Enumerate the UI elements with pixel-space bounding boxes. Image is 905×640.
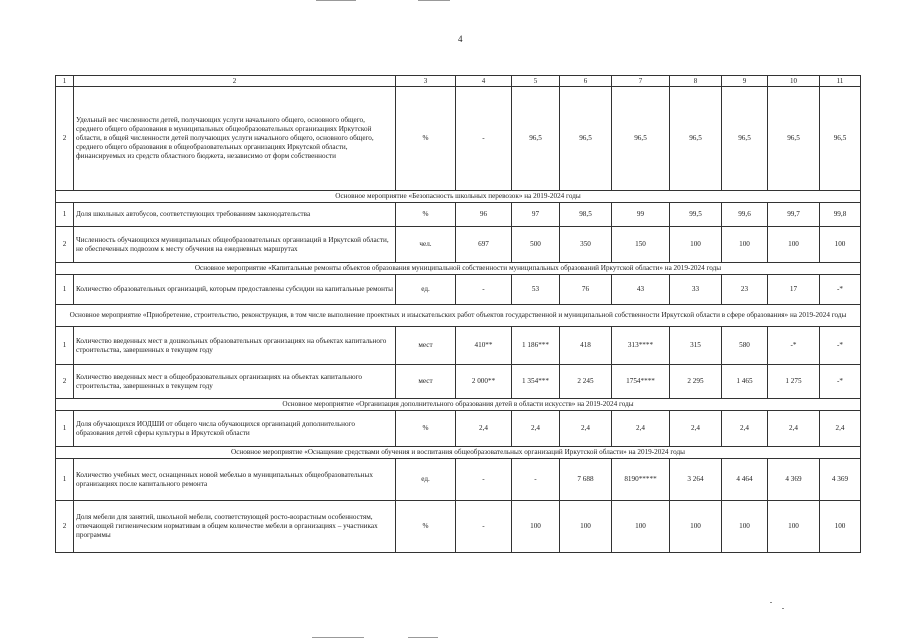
unit-cell: %: [396, 411, 456, 447]
value-cell: 2,4: [612, 411, 670, 447]
value-cell: 418: [560, 327, 612, 365]
row-number: 2: [56, 87, 74, 191]
value-cell: 580: [722, 327, 768, 365]
value-cell: 17: [768, 275, 820, 305]
header-cell: 8: [670, 76, 722, 87]
indicator-name: Численность обучающихся муниципальных общеобразовательных организаций в Иркутской области, не обеспеченных подвозом к месту обучения на ежедневных маршрутах: [74, 227, 396, 263]
table-row: [56, 275, 861, 305]
value-cell: -*: [820, 365, 861, 399]
scan-top-rule-right: [418, 0, 450, 1]
value-cell: 96,5: [820, 87, 861, 191]
row-number: 2: [56, 365, 74, 399]
header-cell: 11: [820, 76, 861, 87]
scan-speck: [782, 608, 784, 609]
value-cell: 99,8: [820, 203, 861, 227]
value-cell: 100: [768, 501, 820, 553]
value-cell: 313****: [612, 327, 670, 365]
row-number: 1: [56, 411, 74, 447]
value-cell: 697: [456, 227, 512, 263]
header-cell: 6: [560, 76, 612, 87]
indicator-name: Доля мебели для занятий, школьной мебели, соответствующей росто-возрастным особенностям, отвечающей гигиеническим нормативам в общем количестве мебели в организациях – участниках программы: [74, 501, 396, 553]
page-number: 4: [458, 34, 463, 44]
indicator-name: Удельный вес численности детей, получающих услуги начального общего, основного общего, среднего общего образования в муниципальных общеобразовательных организациях Иркутской области, в общей численности детей получающих услуги начального общего, основного общего, среднего общего образования в общеобразовательных организациях Иркутской области, финансируемых из средств областного бюджета, независимо от форм собственности: [74, 87, 396, 191]
value-cell: 100: [670, 501, 722, 553]
table-row: [56, 411, 861, 447]
section-title: Основное мероприятие «Приобретение, строительство, реконструкция, в том числе выполнение проектных и изыскательских работ объектов государственной и муниципальной собственности Иркутской области в сфере образования» на 2019-2024 годы: [56, 305, 861, 327]
section-heading-row: [56, 399, 861, 411]
section-title: Основное мероприятие «Оснащение средствами обучения и воспитания общеобразовательных организаций Иркутской области» на 2019-2024 годы: [56, 447, 861, 459]
header-cell: 3: [396, 76, 456, 87]
table-row: [56, 327, 861, 365]
unit-cell: %: [396, 501, 456, 553]
indicator-name: Количество образовательных организаций, которым предоставлены субсидии на капитальные ремонты: [74, 275, 396, 305]
unit-cell: мест: [396, 327, 456, 365]
section-heading-row: [56, 191, 861, 203]
unit-cell: %: [396, 203, 456, 227]
value-cell: 99,5: [670, 203, 722, 227]
column-number-row: [56, 76, 861, 87]
value-cell: 4 464: [722, 459, 768, 501]
section-heading-row: [56, 305, 861, 327]
value-cell: 33: [670, 275, 722, 305]
header-cell: 10: [768, 76, 820, 87]
value-cell: 315: [670, 327, 722, 365]
value-cell: 1 275: [768, 365, 820, 399]
table-row: [56, 459, 861, 501]
value-cell: 96,5: [722, 87, 768, 191]
unit-cell: %: [396, 87, 456, 191]
value-cell: 98,5: [560, 203, 612, 227]
value-cell: 100: [512, 501, 560, 553]
value-cell: 150: [612, 227, 670, 263]
scan-speck: [770, 602, 772, 603]
section-heading-row: [56, 263, 861, 275]
indicator-name: Доля обучающихся ИОДШИ от общего числа обучающихся организаций дополнительного образования детей сферы культуры в Иркутской области: [74, 411, 396, 447]
value-cell: 2,4: [512, 411, 560, 447]
value-cell: 2 295: [670, 365, 722, 399]
table-row: [56, 365, 861, 399]
indicator-name: Количество введенных мест в дошкольных образовательных организациях на объектах капитального строительства, завершенных в текущем году: [74, 327, 396, 365]
value-cell: 100: [560, 501, 612, 553]
value-cell: 1 186***: [512, 327, 560, 365]
value-cell: -: [456, 501, 512, 553]
row-number: 2: [56, 501, 74, 553]
unit-cell: ед.: [396, 459, 456, 501]
value-cell: 4 369: [768, 459, 820, 501]
value-cell: 8190*****: [612, 459, 670, 501]
value-cell: -: [456, 87, 512, 191]
value-cell: 100: [670, 227, 722, 263]
row-number: 1: [56, 459, 74, 501]
value-cell: 96,5: [670, 87, 722, 191]
value-cell: 96: [456, 203, 512, 227]
value-cell: 500: [512, 227, 560, 263]
scan-top-rule-left: [316, 0, 356, 1]
value-cell: 100: [722, 501, 768, 553]
indicator-name: Доля школьных автобусов, соответствующих требованиям законодательства: [74, 203, 396, 227]
table-row: [56, 227, 861, 263]
section-title: Основное мероприятие «Организация дополнительного образования детей в области искусств» на 2019-2024 годы: [56, 399, 861, 411]
row-number: 1: [56, 203, 74, 227]
value-cell: 2,4: [820, 411, 861, 447]
unit-cell: мест: [396, 365, 456, 399]
value-cell: 4 369: [820, 459, 861, 501]
row-number: 1: [56, 275, 74, 305]
section-heading-row: [56, 447, 861, 459]
table-row: [56, 501, 861, 553]
value-cell: 2 000**: [456, 365, 512, 399]
value-cell: 76: [560, 275, 612, 305]
header-cell: 2: [74, 76, 396, 87]
table-row: [56, 203, 861, 227]
value-cell: 100: [820, 501, 861, 553]
table-row: [56, 87, 861, 191]
value-cell: 99,7: [768, 203, 820, 227]
value-cell: 2,4: [670, 411, 722, 447]
value-cell: 1754****: [612, 365, 670, 399]
row-number: 2: [56, 227, 74, 263]
header-cell: 4: [456, 76, 512, 87]
indicator-name: Количество введенных мест в общеобразовательных организациях на объектах капитального строительства, завершенных в текущем году: [74, 365, 396, 399]
header-cell: 9: [722, 76, 768, 87]
header-cell: 7: [612, 76, 670, 87]
value-cell: -*: [820, 275, 861, 305]
value-cell: 1 465: [722, 365, 768, 399]
value-cell: 96,5: [560, 87, 612, 191]
value-cell: -*: [820, 327, 861, 365]
value-cell: 1 354***: [512, 365, 560, 399]
value-cell: 43: [612, 275, 670, 305]
value-cell: 23: [722, 275, 768, 305]
value-cell: 2,4: [768, 411, 820, 447]
value-cell: 2,4: [456, 411, 512, 447]
scan-bottom-rule-right: [408, 637, 438, 638]
value-cell: 100: [612, 501, 670, 553]
scan-bottom-rule-left: [312, 637, 364, 638]
value-cell: -: [456, 459, 512, 501]
header-cell: 5: [512, 76, 560, 87]
value-cell: -: [512, 459, 560, 501]
value-cell: 96,5: [612, 87, 670, 191]
value-cell: 7 688: [560, 459, 612, 501]
indicators-table: [55, 75, 861, 553]
value-cell: 97: [512, 203, 560, 227]
value-cell: 100: [768, 227, 820, 263]
value-cell: 410**: [456, 327, 512, 365]
value-cell: 350: [560, 227, 612, 263]
unit-cell: ед.: [396, 275, 456, 305]
value-cell: 2,4: [722, 411, 768, 447]
value-cell: 96,5: [512, 87, 560, 191]
value-cell: 99,6: [722, 203, 768, 227]
value-cell: -: [456, 275, 512, 305]
value-cell: 96,5: [768, 87, 820, 191]
value-cell: 53: [512, 275, 560, 305]
value-cell: 100: [820, 227, 861, 263]
value-cell: 99: [612, 203, 670, 227]
section-title: Основное мероприятие «Безопасность школьных перевозок» на 2019-2024 годы: [56, 191, 861, 203]
section-title: Основное мероприятие «Капитальные ремонты объектов образования муниципальной собственности муниципальных образований Иркутской области» на 2019-2024 годы: [56, 263, 861, 275]
value-cell: 2 245: [560, 365, 612, 399]
value-cell: 3 264: [670, 459, 722, 501]
value-cell: 2,4: [560, 411, 612, 447]
indicator-name: Количество учебных мест, оснащенных новой мебелью в муниципальных общеобразовательных организациях после капитального ремонта: [74, 459, 396, 501]
row-number: 1: [56, 327, 74, 365]
value-cell: -*: [768, 327, 820, 365]
header-cell: 1: [56, 76, 74, 87]
value-cell: 100: [722, 227, 768, 263]
unit-cell: чел.: [396, 227, 456, 263]
